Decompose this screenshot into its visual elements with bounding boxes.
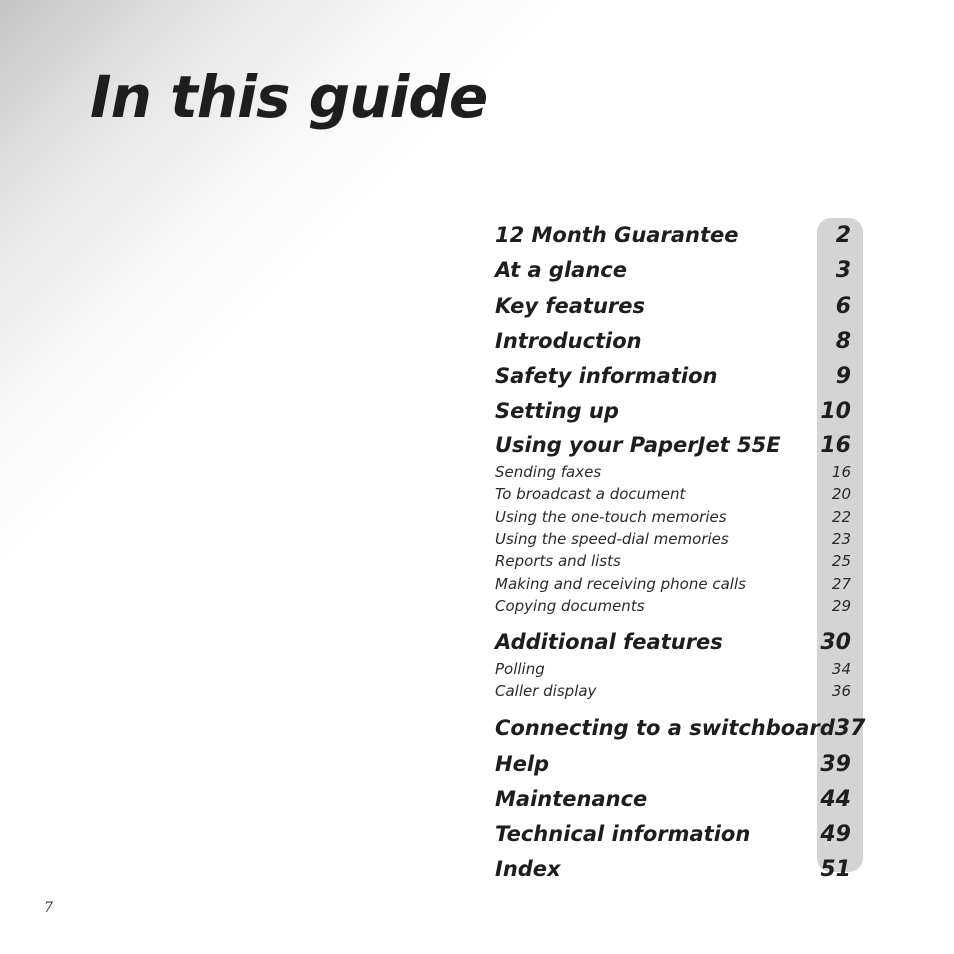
toc-subentry-page: 23 (831, 529, 851, 548)
toc-entry[interactable] (495, 289, 851, 324)
toc-entry-label: Technical information (495, 822, 751, 847)
toc-entry-page: 51 (820, 857, 851, 883)
toc-entry-page: 30 (820, 629, 851, 655)
toc-entry[interactable] (495, 852, 851, 887)
toc-entry-label: 12 Month Guarantee (495, 223, 739, 247)
toc-subentry[interactable] (495, 461, 851, 483)
toc-entry-label: Safety information (495, 364, 718, 389)
page-title: In this guide (90, 63, 488, 131)
toc-entry-page: 16 (820, 432, 851, 458)
toc-entry[interactable] (495, 218, 851, 253)
toc-entry-page: 2 (835, 223, 851, 248)
toc-entry[interactable] (495, 430, 851, 461)
toc-subentry-label: Copying documents (495, 597, 645, 616)
toc-entry-label: Introduction (495, 328, 642, 353)
toc-subentry-label: Caller display (495, 681, 597, 700)
toc-entry-label: Using your PaperJet 55E (495, 432, 781, 457)
page-number: 7 (44, 900, 53, 916)
toc-subentry[interactable] (495, 483, 851, 505)
toc-entry[interactable] (495, 359, 851, 394)
toc-entry[interactable] (495, 747, 851, 782)
toc-entry-page: 37 (834, 716, 866, 742)
toc-entry-page: 9 (835, 364, 851, 390)
toc-entry[interactable] (495, 394, 851, 429)
toc-subentry[interactable] (495, 680, 851, 702)
toc-subentry[interactable] (495, 550, 851, 572)
toc-entry-page: 44 (820, 786, 851, 812)
toc-entry-page: 10 (820, 399, 851, 425)
toc-subentry-page: 20 (831, 485, 851, 504)
toc-subentry-page: 16 (831, 462, 851, 481)
toc-subentry-label: Using the speed-dial memories (495, 529, 729, 548)
toc-subentry-page: 29 (831, 597, 851, 616)
toc-entry-page: 8 (835, 328, 851, 354)
toc-subentry-label: Using the one-touch memories (495, 507, 727, 526)
toc-subentry[interactable] (495, 595, 851, 617)
toc-entry-label: At a glance (495, 258, 627, 283)
toc-subentry-page: 22 (831, 507, 851, 526)
toc-entry-label: Maintenance (495, 786, 648, 811)
toc-entry-label: Key features (495, 293, 646, 318)
toc-entry[interactable] (495, 253, 851, 288)
toc-subentry-label: Sending faxes (495, 462, 602, 481)
toc-entry-label: Additional features (495, 629, 723, 654)
toc-subentry-label: Polling (495, 659, 545, 678)
toc-subentry-label: Reports and lists (495, 552, 621, 571)
toc-entry[interactable] (495, 627, 851, 658)
toc-entry-page: 3 (835, 258, 851, 284)
toc-entry[interactable] (495, 817, 851, 852)
toc-subentry[interactable] (495, 658, 851, 680)
toc-subentry-page: 34 (831, 659, 851, 678)
toc-subentry-page: 36 (831, 681, 851, 700)
toc-entry-page: 39 (820, 751, 851, 777)
toc-subentry-label: To broadcast a document (495, 485, 686, 504)
toc-entry-label: Setting up (495, 399, 619, 424)
toc-subentry-label: Making and receiving phone calls (495, 574, 746, 593)
toc-subentry-page: 27 (831, 574, 851, 593)
toc-entry-page: 49 (820, 822, 851, 848)
toc-entry[interactable] (495, 711, 866, 746)
toc-entry-label: Connecting to a switchboard (495, 716, 835, 741)
toc-entry-label: Help (495, 751, 550, 776)
toc-entry[interactable] (495, 782, 851, 817)
toc-entry[interactable] (495, 324, 851, 359)
toc-subentry[interactable] (495, 528, 851, 550)
table-of-contents (495, 218, 866, 888)
toc-subentry-page: 25 (831, 552, 851, 571)
toc-entry-page: 6 (835, 293, 851, 319)
toc-subentry[interactable] (495, 506, 851, 528)
toc-entry-label: Index (495, 857, 561, 882)
toc-subentry[interactable] (495, 573, 851, 595)
